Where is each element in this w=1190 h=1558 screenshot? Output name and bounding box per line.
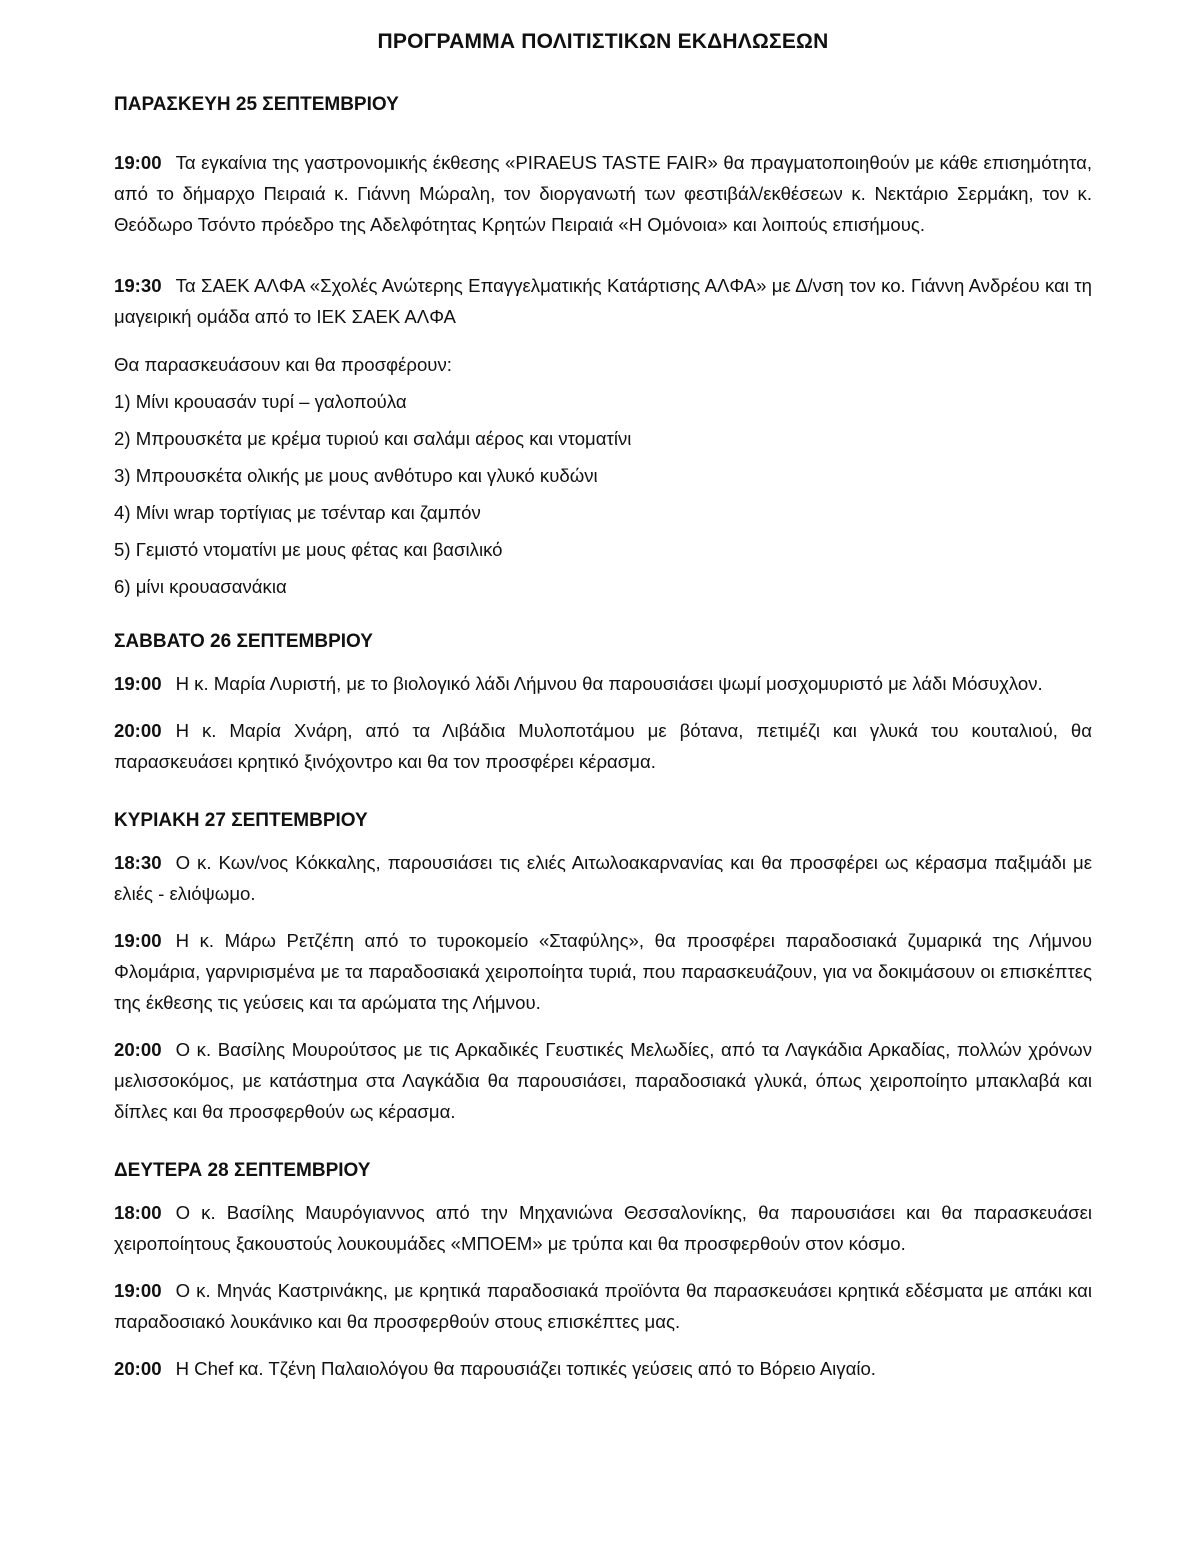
event-time: 19:00: [114, 152, 162, 173]
event-entry: [114, 270, 1092, 332]
event-entry: [114, 1275, 1092, 1337]
event-text: Η κ. Μάρω Ρετζέπη από το τυροκομείο «Σταφύλης», θα προσφέρει παραδοσιακά ζυμαρικά της Λήμνου Φλομάρια, γαρνιρισμένα με τα παραδοσιακά χειροποίητα τυριά, που παρασκευάζουν, για να δοκιμάσουν οι επισκέπτες της έκθεσης τις γεύσεις και τα αρώματα της Λήμνου.: [114, 930, 1092, 1013]
menu-item: 4) Μίνι wrap τορτίγιας με τσένταρ και ζαμπόν: [114, 502, 481, 523]
event-entry: [114, 847, 1092, 909]
event-entry: [114, 1353, 1092, 1384]
menu-item: 5) Γεμιστό ντοματίνι με μους φέτας και βασιλικό: [114, 539, 503, 560]
event-time: 18:00: [114, 1202, 162, 1223]
event-entry: [114, 925, 1092, 1018]
document-title: ΠΡΟΓΡΑΜΜΑ ΠΟΛΙΤΙΣΤΙΚΩΝ ΕΚΔΗΛΩΣΕΩΝ: [377, 30, 829, 53]
event-text: Τα εγκαίνια της γαστρονομικής έκθεσης «PIRAEUS TASTE FAIR» θα πραγματοποιηθούν με κάθε επισημότητα, από το δήμαρχο Πειραιά κ. Γιάννη Μώραλη, τον διοργανωτή των φεστιβάλ/εκθέσεων κ. Νεκτάριο Σερμάκη, τον κ. Θεόδωρο Τσόντο πρόεδρο της Αδελφότητας Κρητών Πειραιά «Η Ομόνοια» και λοιπούς επισήμους.: [114, 152, 1092, 235]
event-time: 18:30: [114, 852, 162, 873]
event-time: 19:00: [114, 930, 162, 951]
event-entry: [114, 147, 1092, 240]
event-time: 20:00: [114, 1039, 162, 1060]
menu-item: 2) Μπρουσκέτα με κρέμα τυριού και σαλάμι αέρος και ντοματίνι: [114, 428, 632, 449]
event-text: Ο κ. Βασίλης Μουρούτσος με τις Αρκαδικές Γευστικές Μελωδίες, από τα Λαγκάδια Αρκαδίας, πολλών χρόνων μελισσοκόμος, με κατάστημα στα Λαγκάδια θα παρουσιάσει, παραδοσιακά γλυκά, όπως χειροποίητο μπακλαβά και δίπλες και θα προσφερθούν ως κέρασμα.: [114, 1039, 1092, 1122]
menu-item: 3) Μπρουσκέτα ολικής με μους ανθότυρο και γλυκό κυδώνι: [114, 465, 598, 486]
event-time: 20:00: [114, 1358, 162, 1379]
event-text: Η Chef κα. Τζένη Παλαιολόγου θα παρουσιάζει τοπικές γεύσεις από το Βόρειο Αιγαίο.: [175, 1358, 876, 1379]
day-heading-sunday: ΚΥΡΙΑΚΗ 27 ΣΕΠΤΕΜΒΡΙΟΥ: [114, 810, 368, 831]
event-entry: [114, 1197, 1092, 1259]
event-text: Ο κ. Βασίλης Μαυρόγιαννος από την Μηχανιώνα Θεσσαλονίκης, θα παρουσιάσει και θα παρασκευάσει χειροποίητους ξακουστούς λουκουμάδες «ΜΠΟΕΜ» με τρύπα και θα προσφερθούν στον κόσμο.: [114, 1202, 1092, 1254]
event-time: 20:00: [114, 720, 162, 741]
event-text: Η κ. Μαρία Χνάρη, από τα Λιβάδια Μυλοποτάμου με βότανα, πετιμέζι και γλυκά του κουταλιού, θα παρασκευάσει κρητικό ξινόχοντρο και θα τον προσφέρει κέρασμα.: [114, 720, 1092, 772]
event-entry: [114, 715, 1092, 777]
event-entry: [114, 1034, 1092, 1127]
day-heading-saturday: ΣΑΒΒΑΤΟ 26 ΣΕΠΤΕΜΒΡΙΟΥ: [114, 631, 373, 652]
event-entry: [114, 668, 1092, 699]
menu-item: 6) μίνι κρουασανάκια: [114, 576, 287, 597]
event-text: Η κ. Μαρία Λυριστή, με το βιολογικό λάδι Λήμνου θα παρουσιάσει ψωμί μοσχομυριστό με λάδι Μόσυχλον.: [175, 673, 1043, 694]
day-heading-monday: ΔΕΥΤΕΡΑ 28 ΣΕΠΤΕΜΒΡΙΟΥ: [114, 1160, 371, 1181]
menu-item: 1) Μίνι κρουασάν τυρί – γαλοπούλα: [114, 391, 407, 412]
menu-intro: Θα παρασκευάσουν και θα προσφέρουν:: [114, 354, 452, 375]
event-text: Ο κ. Μηνάς Καστρινάκης, με κρητικά παραδοσιακά προϊόντα θα παρασκευάσει κρητικά εδέσματα με απάκι και παραδοσιακό λουκάνικο και θα προσφερθούν στους επισκέπτες μας.: [114, 1280, 1092, 1332]
day-heading-friday: ΠΑΡΑΣΚΕΥΗ 25 ΣΕΠΤΕΜΒΡΙΟΥ: [114, 94, 399, 115]
event-time: 19:00: [114, 673, 162, 694]
event-text: Ο κ. Κων/νος Κόκκαλης, παρουσιάσει τις ελιές Αιτωλοακαρνανίας και θα προσφέρει ως κέρασμα παξιμάδι με ελιές - ελιόψωμο.: [114, 852, 1092, 904]
event-text: Τα ΣΑΕΚ ΑΛΦΑ «Σχολές Ανώτερης Επαγγελματικής Κατάρτισης ΑΛΦΑ» με Δ/νση τον κο. Γιάννη Ανδρέου και τη μαγειρική ομάδα από το ΙΕΚ ΣΑΕΚ ΑΛΦΑ: [114, 275, 1092, 327]
event-time: 19:30: [114, 275, 162, 296]
event-time: 19:00: [114, 1280, 162, 1301]
